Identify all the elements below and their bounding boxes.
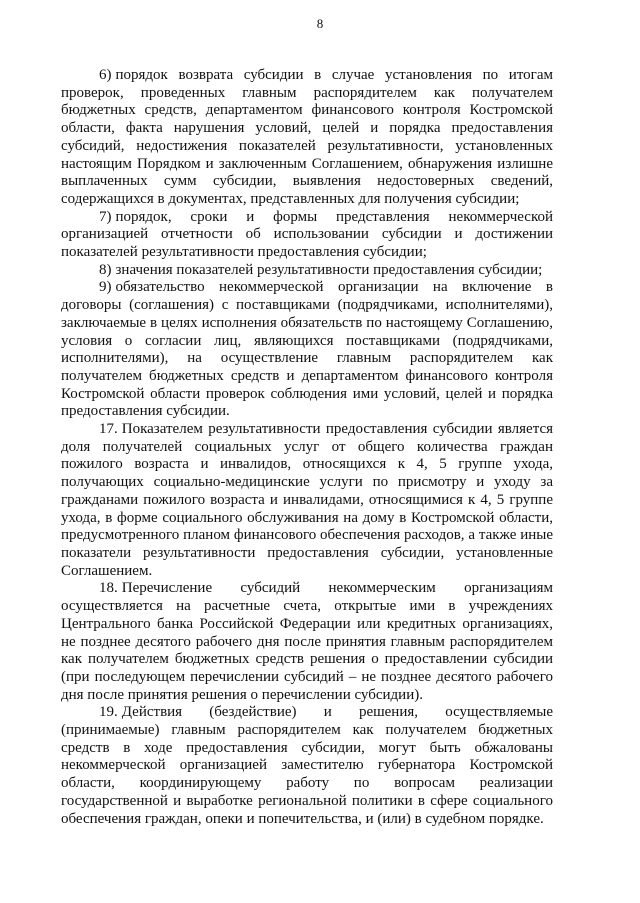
item-number: 7) (99, 208, 112, 225)
paragraph-text: порядок, сроки и формы представления некоммерческой организацией отчетности об использовании субсидии и достижении показателей результативности предоставления субсидии; (61, 208, 553, 261)
paragraph-text: значения показателей результативности предоставления субсидии; (115, 261, 543, 278)
section-number: 17. (99, 421, 118, 438)
section-number: 19. (99, 704, 118, 721)
paragraph-text: порядок возврата субсидии в случае установления по итогам проверок, проведенных главным распорядителем как получателем бюджетных средств, департаментом финансового контроля Костромской области, факта нарушения условий, целей и порядка предоставления субсидий, недостижения показателей результативности, установленных настоящим Порядком и заключенным Соглашением, обнаружения излишне выплаченных сумм субсидии, выявления недостоверных сведений, содержащихся в документах, представленных для получения субсидии; (61, 67, 553, 207)
paragraph-section-17 (61, 421, 553, 580)
paragraph-item-8 (61, 262, 553, 280)
paragraph-section-19 (61, 704, 553, 828)
item-number: 9) (99, 279, 112, 296)
paragraph-text: Действия (бездействие) и решения, осуществляемые (принимаемые) главным распорядителем как получателем бюджетных средств в ходе предоставления субсидии, могут быть обжалованы некоммерческой организацией заместителю губернатора Костромской области, координирующему работу по вопросам реализации государственной и выработке региональной политики в сфере социального обеспечения граждан, опеки и попечительства, и (или) в судебном порядке. (61, 704, 553, 827)
paragraph-text: Перечисление субсидий некоммерческим организациям осуществляется на расчетные счета, открытые ими в учреждениях Центрального банка Российской Федерации или кредитных организациях, не позднее десятого рабочего дня после принятия главным распорядителем как получателем бюджетных средств решения о предоставлении субсидии (при последующем перечислении субсидий – не позднее десятого рабочего дня после принятия решения о перечислении субсидии). (61, 580, 553, 703)
paragraph-text: Показателем результативности предоставления субсидии является доля получателей социальных услуг от общего количества граждан пожилого возраста и инвалидов, относящихся к 4, 5 группе ухода, получающих социально-медицинские услуги по присмотру и уходу за гражданами пожилого возраста и инвалидами, относящимися к 4, 5 группе ухода, в форме социального обслуживания на дому в Костромской области, предусмотренного планом финансового обеспечения расходов, а также иные показатели результативности предоставления субсидии, установленные Соглашением. (61, 421, 553, 579)
paragraph-item-6 (61, 67, 553, 209)
paragraph-section-18 (61, 580, 553, 704)
page-number: 8 (316, 16, 324, 31)
document-body (61, 67, 553, 828)
paragraph-item-7 (61, 209, 553, 262)
item-number: 6) (99, 67, 112, 83)
item-number: 8) (99, 261, 112, 278)
paragraph-text: обязательство некоммерческой организации на включение в договоры (соглашения) с поставщиками (подрядчиками, исполнителями), заключаемые в целях исполнения обязательств по настоящему Соглашению, условия о согласии лиц, являющихся поставщиками (подрядчиками, исполнителями), на осуществление главным распорядителем как получателем бюджетных средств и департаментом финансового контроля Костромской области проверок соблюдения ими условий, целей и порядка предоставления субсидии. (61, 279, 553, 420)
section-number: 18. (99, 580, 118, 597)
paragraph-item-9 (61, 279, 553, 421)
